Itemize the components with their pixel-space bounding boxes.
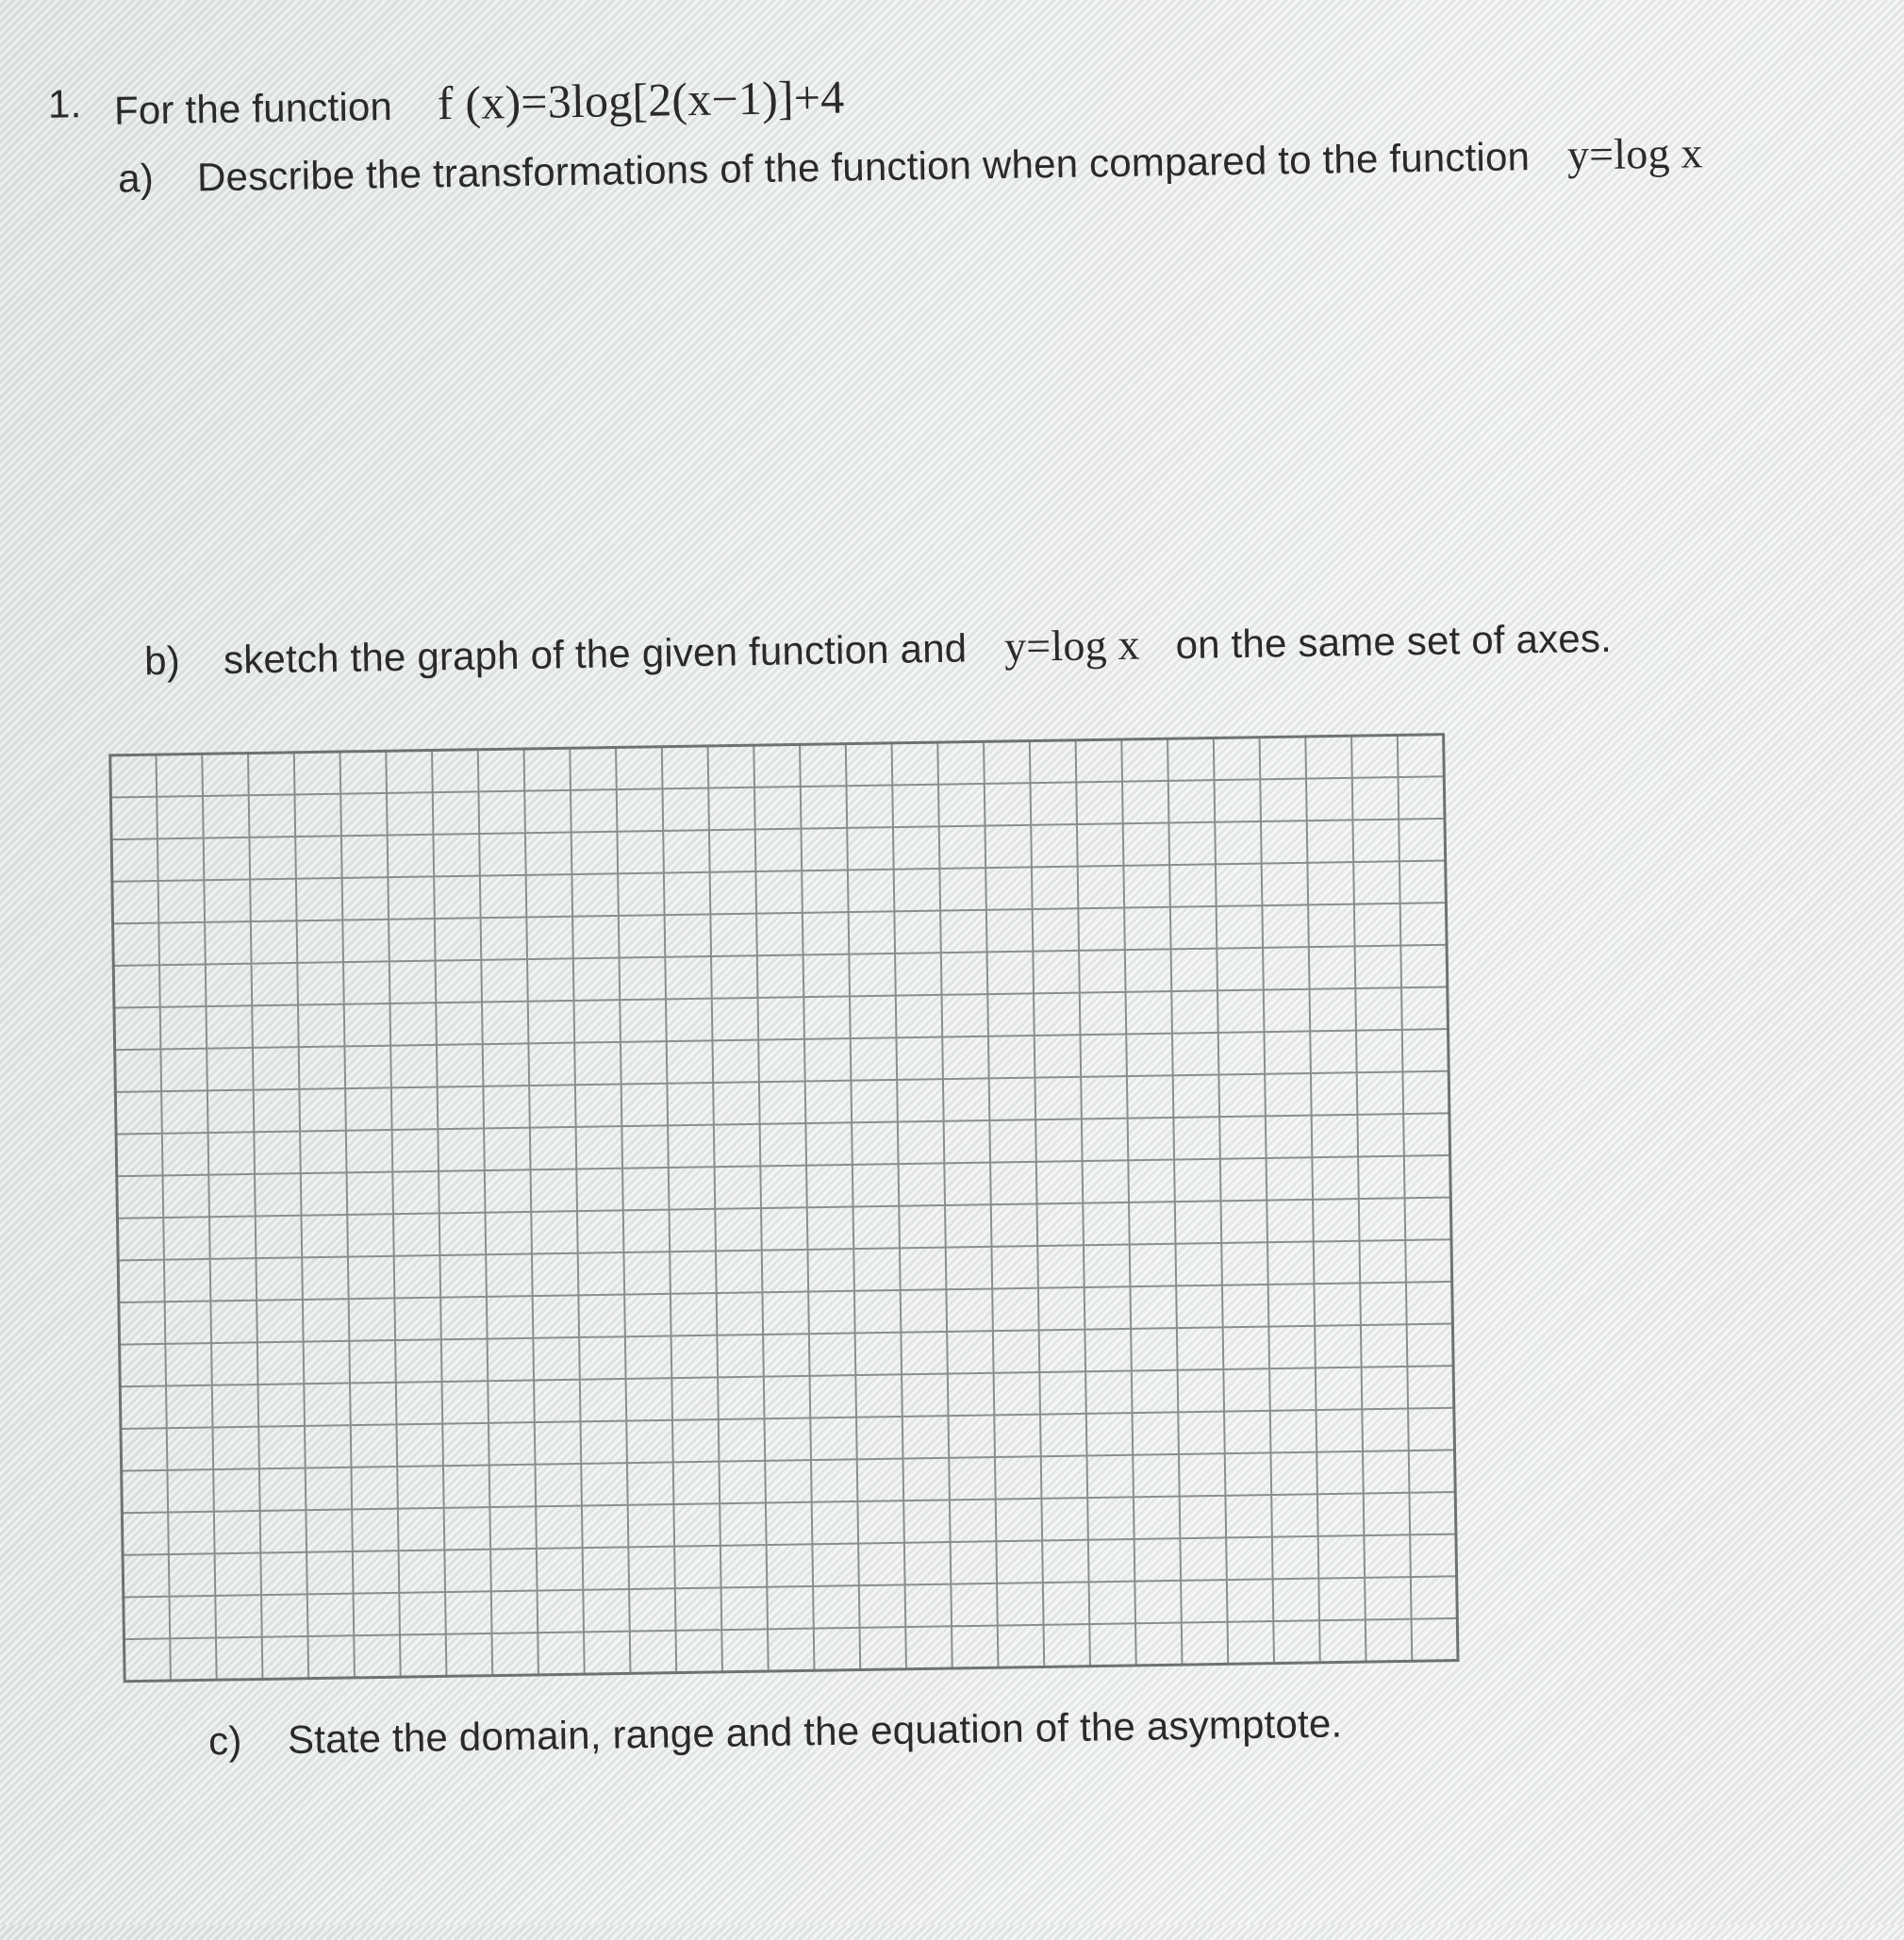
grid-horizontal-line xyxy=(122,1492,1455,1513)
grid-horizontal-line xyxy=(113,945,1447,966)
grid-horizontal-line xyxy=(117,1198,1450,1219)
part-a-text: Describe the transformations of the function when compared to the function xyxy=(196,134,1531,200)
grid-horizontal-line xyxy=(121,1408,1454,1429)
part-a xyxy=(118,127,1703,202)
grid-horizontal-line xyxy=(115,1071,1449,1092)
part-c xyxy=(208,1700,1343,1764)
part-a-math: y=log x xyxy=(1566,128,1703,179)
function-expression: f (x)=3log[2(x−1)]+4 xyxy=(437,70,845,130)
grid-horizontal-line xyxy=(115,1029,1449,1050)
question-stem-text: For the function xyxy=(113,84,393,133)
grid-horizontal-line xyxy=(119,1282,1452,1302)
grid-horizontal-line xyxy=(123,1534,1456,1555)
part-c-text: State the domain, range and the equation of the asymptote. xyxy=(287,1700,1343,1763)
question-stem xyxy=(114,70,845,136)
grid-horizontal-line xyxy=(124,1618,1457,1639)
grid-horizontal-line xyxy=(120,1366,1453,1386)
part-b-label: b) xyxy=(143,638,181,684)
grid-horizontal-line xyxy=(116,1113,1449,1134)
grid-horizontal-line xyxy=(111,819,1445,839)
part-b xyxy=(144,612,1613,685)
part-b-text-before: sketch the graph of the given function and xyxy=(223,625,968,682)
part-b-math: y=log x xyxy=(1003,620,1141,671)
part-a-label: a) xyxy=(117,156,155,201)
grid-horizontal-line xyxy=(120,1323,1453,1344)
grid-horizontal-line xyxy=(118,1239,1451,1260)
part-c-label: c) xyxy=(207,1717,242,1764)
question-number: 1. xyxy=(47,81,82,126)
grid-horizontal-line xyxy=(110,776,1444,797)
grid-horizontal-line xyxy=(117,1155,1450,1176)
grid-horizontal-line xyxy=(124,1576,1457,1597)
grid-horizontal-line xyxy=(122,1450,1455,1470)
part-b-text-after: on the same set of axes. xyxy=(1175,615,1613,668)
graph-grid-svg[interactable] xyxy=(108,733,1460,1683)
grid-horizontal-line xyxy=(113,903,1447,923)
graph-grid[interactable] xyxy=(108,733,1460,1683)
grid-horizontal-line xyxy=(114,987,1448,1007)
grid-horizontal-line xyxy=(112,861,1446,882)
